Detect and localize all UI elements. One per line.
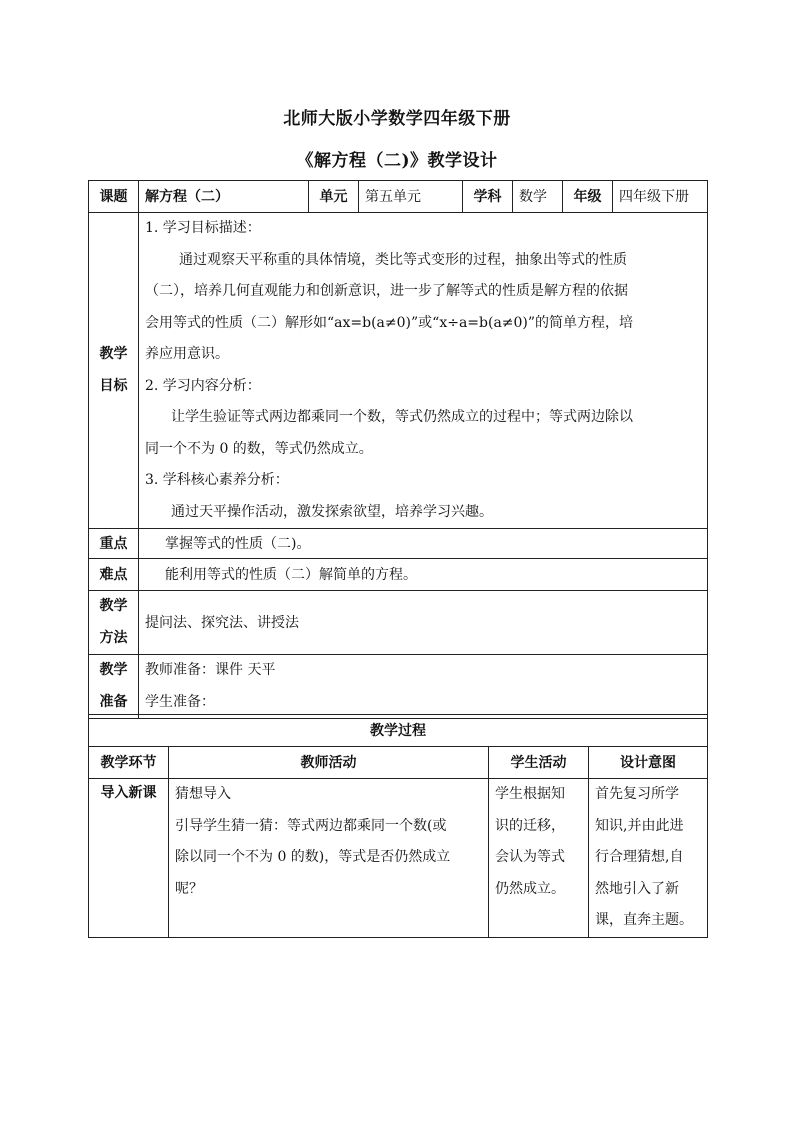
course-label: 课题: [89, 181, 139, 213]
process-row: [89, 779, 708, 938]
teaching-process-table: [88, 714, 708, 938]
preparation-label: [89, 655, 139, 719]
col-stage-header: 教学环节: [89, 747, 169, 779]
goals-heading-2: 2. 学习内容分析：: [145, 377, 261, 394]
key-point-value: 掌握等式的性质（二)。: [139, 529, 708, 559]
goals-p2-line2: 同一个不为 0 的数，等式仍然成立。: [145, 440, 373, 457]
methods-value: 提问法、探究法、讲授法: [139, 591, 708, 655]
design-intent-line2: 知识,并由此进: [595, 817, 684, 834]
preparation-row: [89, 655, 708, 719]
goals-p1-line3: 会用等式的性质（二）解形如“ax=b(a≠0)”或“x÷a=b(a≠0)”的简单方程，培: [145, 314, 634, 331]
design-intent-cell: [589, 779, 708, 938]
goals-heading-1: 1. 学习目标描述：: [145, 220, 261, 236]
lesson-info-table: [88, 180, 708, 719]
goals-p1-line2: （二），培养几何直观能力和创新意识，进一步了解等式的性质是解方程的依据: [145, 283, 628, 299]
key-point-label: 重点: [89, 529, 139, 559]
col-intent-header: 设计意图: [589, 747, 708, 779]
goals-label: [89, 213, 139, 529]
student-preparation: 学生准备：: [145, 693, 215, 710]
course-value: 解方程（二）: [139, 181, 309, 213]
goals-p1-line4: 养应用意识。: [145, 346, 229, 362]
methods-label: [89, 591, 139, 655]
stage-cell: 导入新课: [89, 779, 169, 938]
student-activity-line4: 仍然成立。: [495, 880, 565, 897]
subject-value: 数学: [513, 181, 563, 213]
difficulty-label: 难点: [89, 559, 139, 591]
teacher-activity-cell: [169, 779, 489, 938]
col-teacher-header: 教师活动: [169, 747, 489, 779]
student-activity-cell: [489, 779, 589, 938]
design-intent-line4: 然地引入了新: [595, 880, 679, 897]
goals-p2-line1: 让学生验证等式两边都乘同一个数，等式仍然成立的过程中；等式两边除以: [171, 409, 633, 425]
methods-row: [89, 591, 708, 655]
process-header-row: [89, 747, 708, 779]
teacher-activity-line3: 除以同一个不为 0 的数)，等式是否仍然成立: [175, 849, 451, 865]
teacher-activity-line1: 猜想导入: [175, 786, 231, 802]
teacher-preparation: 教师准备：课件 天平: [145, 662, 276, 678]
goals-p1-line1: 通过观察天平称重的具体情境，类比等式变形的过程，抽象出等式的性质: [179, 251, 627, 268]
preparation-content: [139, 655, 708, 719]
teacher-activity-line2: 引导学生猜一猜：等式两边都乘同一个数(或: [175, 817, 447, 834]
document-title: 北师大版小学数学四年级下册: [283, 109, 511, 129]
lesson-title: 《解方程（二)》教学设计: [296, 151, 498, 171]
goals-row: [89, 213, 708, 529]
difficulty-value: 能利用等式的性质（二）解简单的方程。: [139, 559, 708, 591]
goals-label-line2: 目标: [99, 377, 128, 394]
grade-label: 年级: [563, 181, 613, 213]
col-student-header: 学生活动: [489, 747, 589, 779]
goals-label-line1: 教学: [99, 346, 128, 362]
goals-heading-3: 3. 学科核心素养分析：: [145, 472, 289, 488]
unit-value: 第五单元: [359, 181, 463, 213]
preparation-label-line1: 教学: [99, 662, 128, 678]
design-intent-line3: 行合理猜想,自: [595, 849, 684, 865]
goals-p3: 通过天平操作活动，激发探索欲望，培养学习兴趣。: [171, 503, 493, 520]
header-row: [89, 181, 708, 213]
grade-value: 四年级下册: [613, 181, 708, 213]
process-title-row: [89, 715, 708, 747]
teacher-activity-line4: 呢？: [175, 880, 203, 897]
student-activity-line2: 识的迁移，: [495, 817, 565, 834]
preparation-label-line2: 准备: [99, 693, 128, 710]
design-intent-line5: 课，直奔主题。: [595, 912, 693, 928]
methods-label-line2: 方法: [99, 629, 128, 646]
subject-label: 学科: [463, 181, 513, 213]
goals-content: [139, 213, 708, 529]
student-activity-line1: 学生根据知: [495, 786, 565, 802]
student-activity-line3: 会认为等式: [495, 849, 565, 865]
key-point-row: [89, 529, 708, 559]
design-intent-line1: 首先复习所学: [595, 786, 679, 802]
process-title: 教学过程: [89, 715, 708, 747]
difficulty-row: [89, 559, 708, 591]
methods-label-line1: 教学: [99, 598, 128, 614]
unit-label: 单元: [309, 181, 359, 213]
